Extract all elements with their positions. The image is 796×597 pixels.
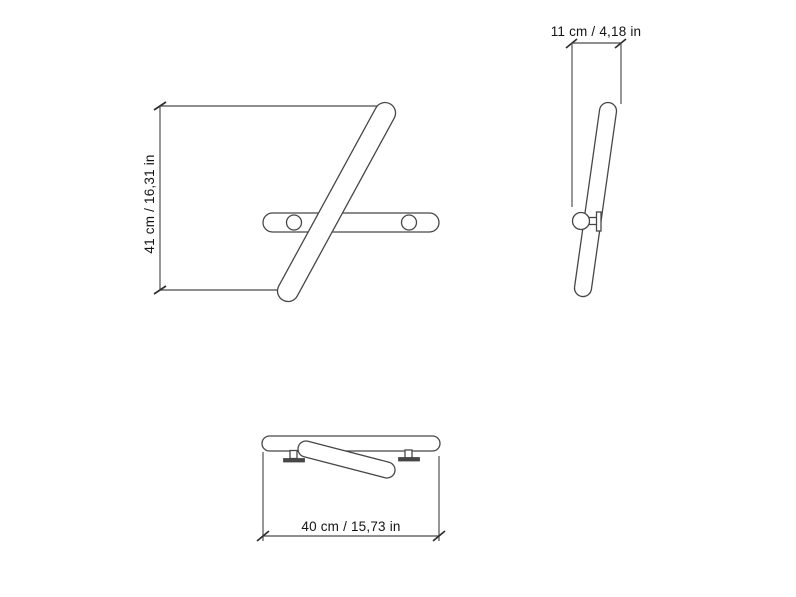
right-foot-plate <box>399 458 420 462</box>
top-dimension-label: 40 cm / 15,73 in <box>301 519 401 534</box>
left-foot-stem <box>290 451 297 459</box>
right-foot-stem <box>405 450 412 458</box>
front-view <box>142 99 439 305</box>
lamp-arm-front <box>274 99 400 305</box>
wall-bar-top <box>262 436 440 451</box>
left-screw-circle <box>287 215 302 230</box>
left-foot-plate <box>284 459 305 463</box>
lamp-arm-side <box>573 101 617 297</box>
front-dimension-label: 41 cm / 16,31 in <box>142 154 157 254</box>
right-screw-circle <box>402 215 417 230</box>
side-dimension-label: 11 cm / 4,18 in <box>550 24 642 39</box>
side-view <box>551 24 642 298</box>
mount-plate <box>597 212 602 231</box>
top-view <box>257 436 445 541</box>
wall-mount-ball <box>573 213 590 230</box>
